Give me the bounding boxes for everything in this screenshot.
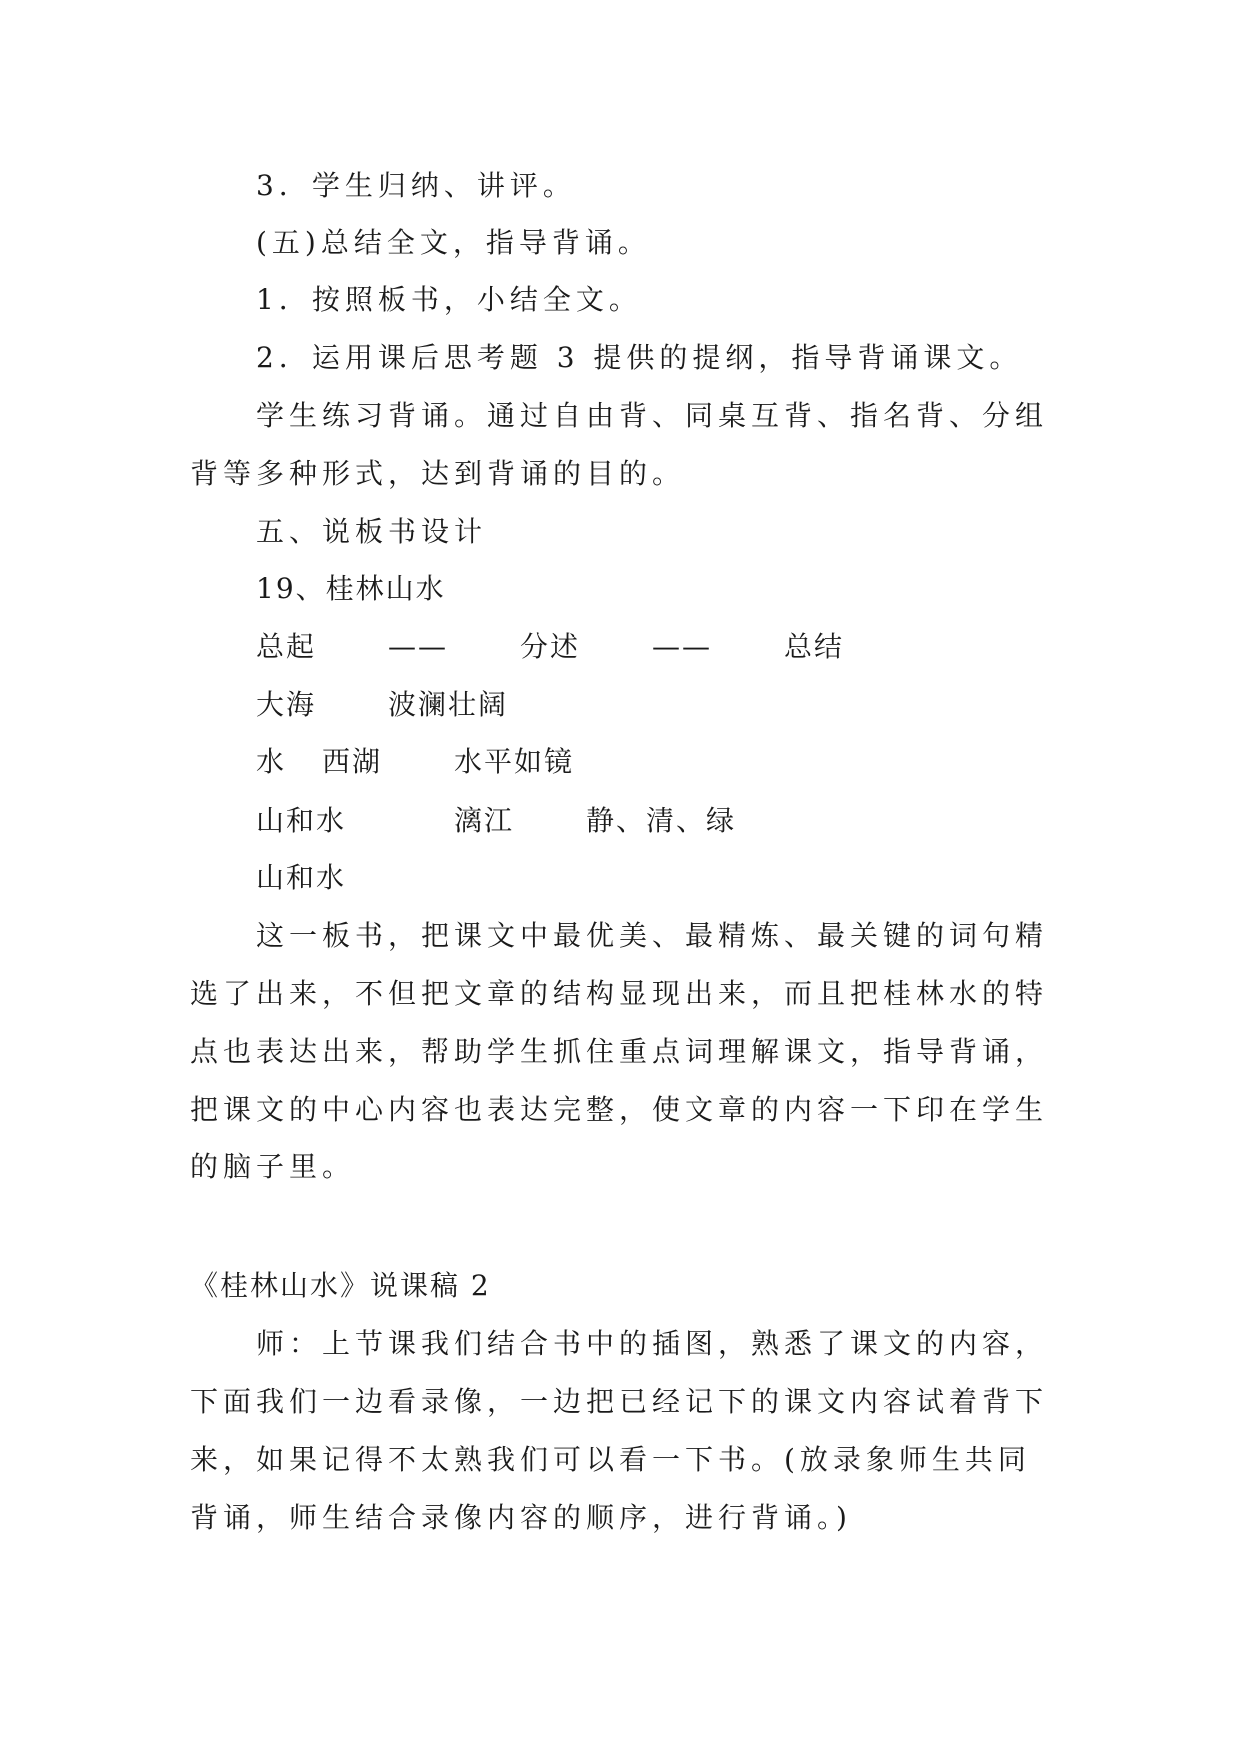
board-cell: 水平如镜 (454, 745, 575, 778)
board-cell: 波澜壮阔 (388, 688, 509, 721)
board-cell: 分述 (520, 630, 581, 663)
article-heading: 《桂林山水》说课稿 2 (190, 1269, 491, 1302)
step-2-line: 2．运用课后思考题 3 提供的提纲，指导背诵课文。 (256, 341, 1023, 374)
board-cell: 山和水 (256, 861, 347, 894)
board-cell: —— (388, 630, 448, 663)
paragraph-line: 来，如果记得不太熟我们可以看一下书。(放录象师生共同 (190, 1443, 1031, 1476)
paragraph-line: 下面我们一边看录像，一边把已经记下的课文内容试着背下 (190, 1385, 1049, 1418)
board-design-heading: 五、说板书设计 (256, 515, 488, 548)
board-cell: —— (652, 630, 712, 663)
paragraph-line: 背诵，师生结合录像内容的顺序，进行背诵。) (190, 1501, 852, 1534)
board-cell: 西湖 (322, 745, 383, 778)
step-1-line: 1．按照板书，小结全文。 (256, 283, 642, 316)
paragraph-line: 把课文的中心内容也表达完整，使文章的内容一下印在学生 (190, 1093, 1049, 1126)
paragraph-line: 背等多种形式，达到背诵的目的。 (190, 457, 686, 490)
paragraph-line: 学生练习背诵。通过自由背、同桌互背、指名背、分组 (256, 399, 1049, 432)
paragraph-line: 的脑子里。 (190, 1150, 356, 1183)
paragraph-line: 师：上节课我们结合书中的插图，熟悉了课文的内容， (256, 1327, 1049, 1360)
paragraph-line: 点也表达出来，帮助学生抓住重点词理解课文，指导背诵， (190, 1035, 1049, 1068)
paragraph-line: 选了出来，不但把文章的结构显现出来，而且把桂林水的特 (190, 977, 1049, 1010)
board-cell: 静、清、绿 (586, 804, 737, 837)
board-cell: 总起 (256, 630, 317, 663)
paragraph-line: 这一板书，把课文中最优美、最精炼、最关键的词句精 (256, 919, 1049, 952)
board-cell: 山和水 (256, 804, 347, 837)
step-3-line: 3．学生归纳、讲评。 (256, 169, 576, 202)
board-cell: 漓江 (454, 804, 515, 837)
board-cell: 水 (256, 745, 287, 778)
board-title: 19、桂林山水 (256, 572, 446, 605)
board-cell: 大海 (256, 688, 317, 721)
board-cell: 总结 (784, 630, 845, 663)
section-five-heading: (五)总结全文，指导背诵。 (256, 226, 651, 259)
